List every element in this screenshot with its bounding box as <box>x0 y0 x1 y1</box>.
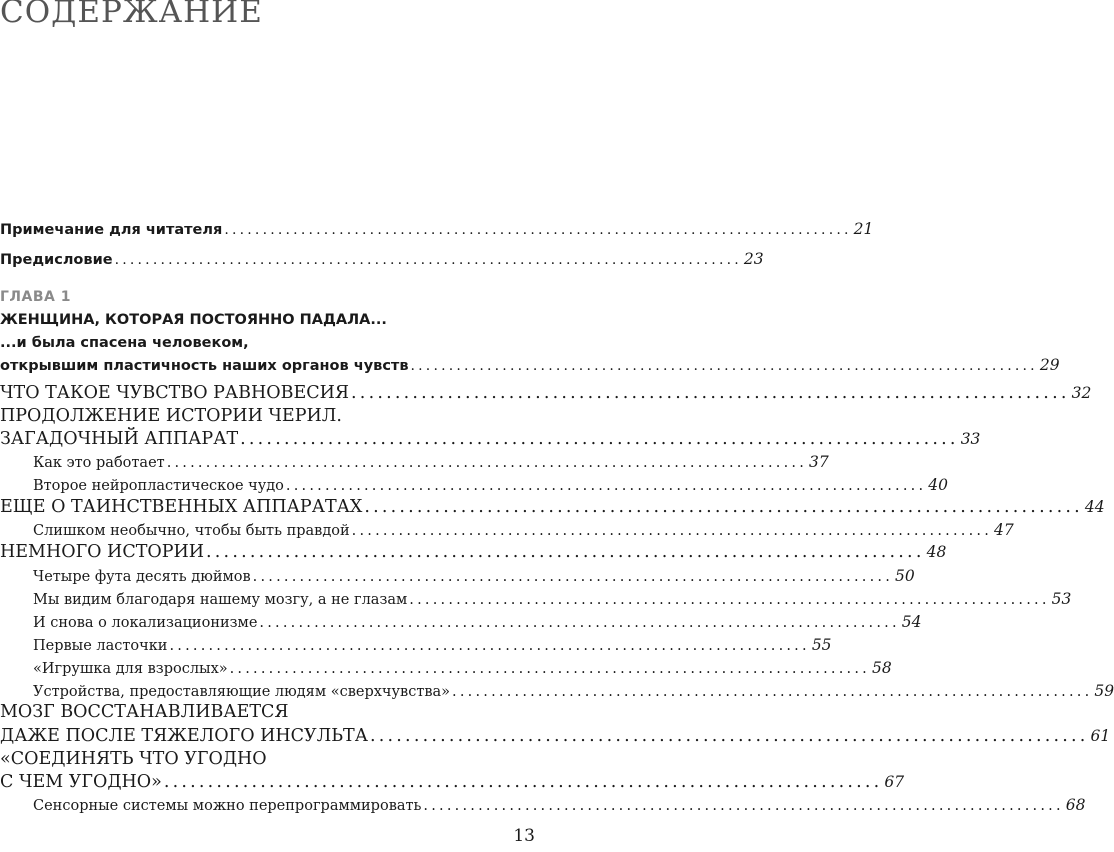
toc-entry-subsection[interactable] <box>33 636 832 659</box>
page-number: 13 <box>513 826 535 846</box>
toc-entry-page: 59 <box>1094 682 1114 700</box>
toc-entry-label: «Игрушка для взрослых» <box>33 661 228 677</box>
toc-entry-section[interactable] <box>0 429 981 452</box>
toc-entry-subsection[interactable] <box>33 521 1014 544</box>
toc-entry-section[interactable] <box>0 497 1105 520</box>
toc-entry-subsection[interactable] <box>33 796 1086 819</box>
toc-entry-page: 23 <box>743 250 764 268</box>
toc-entry-label: Первые ласточки <box>33 638 168 654</box>
chapter-title-line-3: открывшим пластичность наших органов чувств <box>0 358 409 374</box>
toc-entry-page: 58 <box>871 659 892 677</box>
toc-entry-page: 47 <box>994 521 1014 539</box>
toc-entry-page: 54 <box>901 613 922 631</box>
toc-entry-preface[interactable] <box>0 250 764 272</box>
toc-entry-chapter-1[interactable] <box>0 356 1060 378</box>
toc-entry-page: 61 <box>1090 727 1111 745</box>
toc-entry-page: 21 <box>853 220 874 238</box>
toc-entry-page: 40 <box>928 476 948 494</box>
toc-entry-section[interactable] <box>0 772 905 795</box>
leader-dots: .................................................................................. <box>410 358 1038 374</box>
toc-entry-page: 32 <box>1071 384 1092 402</box>
leader-dots: .................................................................................. <box>224 222 852 238</box>
leader-dots: .................................................................................. <box>163 772 883 792</box>
toc-entry-label: И снова о локализационизме <box>33 615 258 631</box>
toc-entry-page: 50 <box>895 567 915 585</box>
leader-dots: .................................................................................. <box>364 497 1083 517</box>
toc-entry-subsection[interactable] <box>33 659 892 682</box>
leader-dots: .................................................................................. <box>370 726 1089 746</box>
toc-entry-label: Сенсорные системы можно перепрограммировать <box>33 798 422 814</box>
toc-entry-label: Предисловие <box>0 252 113 268</box>
toc-entry-page: 68 <box>1065 796 1086 814</box>
toc-entry-label: ЧТО ТАКОЕ ЧУВСТВО РАВНОВЕСИЯ <box>0 383 350 403</box>
toc-entry-page: 53 <box>1051 590 1072 608</box>
chapter-title-line-2: ...и была спасена человеком, <box>0 335 249 351</box>
toc-entry-subsection[interactable] <box>33 476 948 499</box>
toc-entry-page: 55 <box>811 636 832 654</box>
toc-entry-reader-note[interactable] <box>0 220 874 242</box>
chapter-title-line-1: ЖЕНЩИНА, КОТОРАЯ ПОСТОЯННО ПАДАЛА... <box>0 312 387 328</box>
leader-dots: .................................................................................. <box>252 569 894 585</box>
toc-entry-label: ЕЩЕ О ТАИНСТВЕННЫХ АППАРАТАХ <box>0 497 363 517</box>
leader-dots: .................................................................................. <box>285 478 927 494</box>
leader-dots: .................................................................................. <box>409 592 1050 608</box>
toc-entry-section[interactable] <box>0 383 1092 406</box>
leader-dots: .................................................................................. <box>229 661 870 677</box>
toc-entry-label: С ЧЕМ УГОДНО» <box>0 772 162 792</box>
toc-entry-page: 37 <box>809 453 829 471</box>
toc-entry-section[interactable] <box>0 542 947 565</box>
toc-entry-subsection[interactable] <box>33 590 1072 613</box>
toc-entry-page: 48 <box>926 543 947 561</box>
toc-entry-page: 29 <box>1039 356 1060 374</box>
toc-entry-label: ДАЖЕ ПОСЛЕ ТЯЖЕЛОГО ИНСУЛЬТА <box>0 726 368 746</box>
leader-dots: .................................................................................. <box>351 523 993 539</box>
page-title: СОДЕРЖАНИЕ <box>0 0 263 30</box>
leader-dots: .................................................................................. <box>114 252 742 268</box>
toc-entry-label-line-1: ПРОДОЛЖЕНИЕ ИСТОРИИ ЧЕРИЛ. <box>0 406 342 426</box>
toc-entry-label: ЗАГАДОЧНЫЙ АППАРАТ <box>0 429 239 449</box>
leader-dots: .................................................................................. <box>169 638 810 654</box>
toc-entry-label-line-1: МОЗГ ВОССТАНАВЛИВАЕТСЯ <box>0 702 289 722</box>
leader-dots: .................................................................................. <box>240 429 959 449</box>
toc-entry-label: Второе нейропластическое чудо <box>33 478 284 494</box>
toc-entry-label: Мы видим благодаря нашему мозгу, а не глазам <box>33 592 408 608</box>
toc-entry-subsection[interactable] <box>33 453 829 476</box>
toc-entry-label: Примечание для читателя <box>0 222 223 238</box>
leader-dots: .................................................................................. <box>351 383 1070 403</box>
toc-entry-subsection[interactable] <box>33 613 922 636</box>
toc-entry-label: НЕМНОГО ИСТОРИИ <box>0 542 205 562</box>
leader-dots: .................................................................................. <box>452 684 1093 700</box>
toc-entry-page: 33 <box>960 430 981 448</box>
leader-dots: .................................................................................. <box>166 455 808 471</box>
toc-entry-label: Как это работает <box>33 455 165 471</box>
toc-entry-page: 67 <box>884 773 905 791</box>
toc-entry-label: Слишком необычно, чтобы быть правдой <box>33 523 350 539</box>
leader-dots: .................................................................................. <box>206 542 925 562</box>
toc-entry-page: 44 <box>1084 498 1105 516</box>
toc-entry-label-line-1: «СОЕДИНЯТЬ ЧТО УГОДНО <box>0 749 267 769</box>
leader-dots: .................................................................................. <box>259 615 900 631</box>
toc-entry-section[interactable] <box>0 726 1111 749</box>
toc-entry-subsection[interactable] <box>33 567 915 590</box>
chapter-label: ГЛАВА 1 <box>0 289 72 305</box>
toc-entry-label: Четыре фута десять дюймов <box>33 569 251 585</box>
toc-entry-label: Устройства, предоставляющие людям «сверхчувства» <box>33 684 451 700</box>
leader-dots: .................................................................................. <box>423 798 1064 814</box>
